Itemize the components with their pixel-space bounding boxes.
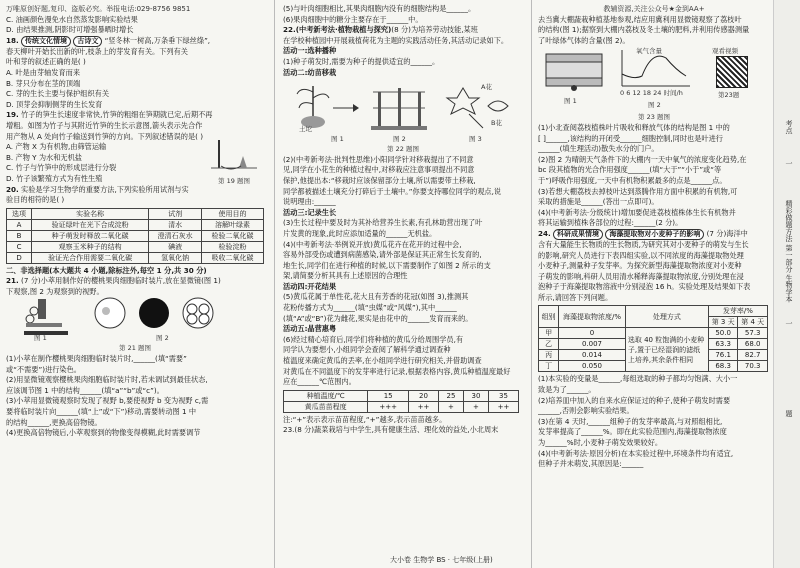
q18-stem: 18. 传统文化情境 古诗文 “竖冬林一树高,万条垂下绿丝绦”, [6,35,211,45]
fig2-ticks: 0 6 12 18 24 时间/h [620,89,683,98]
q21-fig2-caption: 图 2 [156,334,169,343]
q21-figures [6,297,264,343]
q19-stem: 19. 竹子的笋生长速度非常快,竹笋的粗细在笋期就已定,后期不再 [6,110,213,120]
q18-line: 春天柳叶开始长出新的叶,枝条上的芽发育有关。下列有关 [6,46,188,56]
q21-sub: (5)与叶肉细胞相比,其果肉细胞内没有的细胞结构是______。 [283,4,476,13]
q22-sub: 同学认为要想小,小组同学会查阅了解科学通过调查种 [283,345,451,355]
q22-sub: 架,请简要分析其具有上述原因的合理性 [283,271,408,281]
activity-4: 活动四:开花结果 [283,281,337,291]
fig1-label: 图 1 [564,97,577,106]
q22-sub: 片发黄的现象,此时应添加适量的______无机盐。 [283,228,437,238]
q21-stem: 21. (7 分)小萃用制作好的樱桃果肉细胞临时装片,放在显微镜(图 1) [6,276,221,286]
table-cell: 68.3 [708,361,738,372]
q19-option: B. 产物 Y 为水和无机盐 [6,152,82,162]
q24-sub: ______,否则会影响实验结果。 [538,406,634,416]
column-right [538,4,770,470]
q19-option: C. 竹子与竹笋中的形成层进行分裂 [6,163,117,173]
table-cell: 澄清石灰水 [149,230,202,241]
q22-sub: 见,同学在小花生的种植过程中,对移栽应注意事项提出不同意 [283,165,475,175]
q24-line: 所示,请回答下列问题。 [538,292,613,302]
table-row [7,241,264,252]
table-cell: 0.014 [559,350,626,361]
fig-label: 图 1 [331,135,344,144]
q18-option: D. 顶芽会抑制侧芽的生长发育 [6,99,103,109]
q20-line: 验目的相符的是( ) [6,195,65,205]
field-of-view-figure [92,297,242,331]
q24-sub: 为______%时,小麦种子萌发效果较好。 [538,438,663,448]
q21-sub: (1)小萃在制作樱桃果肉细胞临时装片时,______(填“需要” [6,354,187,364]
q22-line: 在学校种植园中开展栽植荷花为主题的实践活动任务,其活动记录如下。 [283,35,509,45]
q21-sub: 的结构______,更换高倍物镜。 [6,417,102,427]
q24-line: 的影响,研究人员进行下表四组实验,以不同浓度的海藻提取物处理 [538,250,744,260]
microscope-figure [16,297,76,337]
table-header: 发芽率/% [708,306,767,317]
q21-sub: 要将临时装片向______(填“上”或“下”)移动,需要转动图 1 中 [6,407,197,417]
table-cell: 76.1 [708,350,738,361]
q22-sub: 应在______℃范围内。 [283,377,356,387]
q23-sub: ______(填生理活动)散失水分的门户。 [538,144,659,154]
table-cell: 选取 40 粒饱满的小麦种子,置于已经湿润的滤纸上培养,其余条件相同 [625,328,708,372]
table-cell: 黄瓜苗苗程度 [284,401,368,412]
activity-3: 活动三:记录生长 [283,207,337,217]
q21-caption: 第 21 题图 [119,344,151,353]
q23-sub: (2)图 2 为晴朗天气条件下的大棚内一天中氧气的浓度变化趋势,在 [538,154,747,164]
leaf-section-figure [544,50,604,94]
table-cell: 68.0 [738,339,768,350]
q22-sub: 容易外部受伤或遭到病菌感染,请外部是保证其正常生长发育的, [283,250,482,260]
table-header: 海藻提取物浓度/% [559,306,626,328]
q22-sub: 花粉传播方式为______(填“虫媒”或“风媒”),其中______ [283,303,457,313]
q24-line: 小麦种子,测量种子发芽率。为探究新型海藻提取物浓度对小麦种 [538,261,742,271]
q23-sub: [ ]______,该结构的开闭受______细胞控制,同时也是叶进行 [538,133,723,143]
q22-sub: (2)(中考新考法·批判性思维)小阳同学针对移栽提出了不同意 [283,154,474,164]
table-cell: + [463,401,488,412]
table-cell: C [7,241,32,252]
q23-figures [538,46,770,112]
table-cell: + [438,401,463,412]
table-header: 15 [368,390,409,401]
table-cell: 观察玉米种子的结构 [32,241,149,252]
q23-sub: bc 段其植物的光合作用强度______(填“大于”“小于”或“等 [538,165,722,175]
q22-sub: (3)生长过程中要及时为其补给营养生长素,有孔林助营出现了叶 [283,218,483,228]
q22-sub: (1)种子萌发时,需要为种子的提供适宜的______。 [283,56,440,66]
qr-caption: 第23题 [718,91,740,100]
table-cell: 丙 [539,350,559,361]
q24-line: 子萌发的影响,科研人员用清水稀释海藻提取物浓度,分别处理在浸 [538,271,744,281]
q21-sub: (4)更换高倍物镜后,小萃观察到的物像变得模糊,此时需要调节 [6,428,201,438]
table-header: 处理方式 [625,306,708,328]
q18-tag: 传统文化情境 [21,36,71,47]
q22-tag: (中考新考法·植物栽植与探究) [295,25,392,35]
fig-label: 图 3 [469,135,482,144]
q22-stem: 22.(中考新考法·植物栽植与探究)(8 分)为培养劳动技能,某班 [283,25,478,35]
table-cell: 检验淀粉 [202,241,264,252]
binding-spine [773,0,800,568]
header-right: 教辅资源,关注公众号★金到AA+ [603,5,705,13]
table-header: 25 [438,390,463,401]
q24-sub: (2)培养皿中加入的自来水应保证过的种子,使种子萌发时需要 [538,395,731,405]
table-header: 第 4 天 [738,317,768,328]
table-cell: 乙 [539,339,559,350]
q19-option: A. 产物 X 为有机物,由筛管运输 [6,142,107,152]
q18-option: A. 叶是由芽轴发育而来 [6,67,81,77]
bamboo-figure [209,136,259,172]
table-cell: 验证光合作用需要二氧化碳 [32,252,149,263]
table-cell: 验证绿叶在光下合成淀粉 [32,219,149,230]
activity-1: 活动一:选种播种 [283,46,337,56]
q22-sub: 说明理由:______ [283,197,336,207]
q22-sub: (4)(中考新考法·举例说开放)黄瓜花卉在花开的过程中会, [283,239,462,249]
q21-sub: (2)用显微镜观察樱桃果肉细胞临时装片时,若未调试到最佳状态, [6,375,208,385]
q22-sub: 地生长,同学们在进行种植的时候,以下需要制作了如图 2 所示的支 [283,260,491,270]
q23-sub: (3)若想大棚荔枝去掉枝叶达到蒸腾作用方面中积累的有机物,可 [538,186,738,196]
q20-stem: 20. 实验是学习生物学的重要方法,下列实验所用试剂与实 [6,184,189,194]
q18-option: C. 芽的生长主要与保护组织有关 [6,89,110,99]
q19-caption: 第 19 题图 [218,176,250,185]
table-cell: 70.3 [738,361,768,372]
q23-line: 了叶绿体气体的含量(图 2)。 [538,35,630,45]
q23-line: 去当冀大棚蔬栽种植基地参观,结应用冀利用显微镜观察了荔枝叶 [538,14,742,24]
table-cell: 57.3 [738,328,768,339]
table-cell: 种子萌发时释放二氧化碳 [32,230,149,241]
fig-label: 土坨 [299,125,312,134]
germination-table [538,305,768,372]
column-middle [283,4,523,436]
table-cell: ++ [488,401,518,412]
table-cell: 63.3 [708,339,738,350]
section2-title: 二、非选择题(本大题共 4 小题,除标注外,每空 1 分,共 30 分) [6,265,207,275]
table-cell: 0.007 [559,339,626,350]
q21-sub: 或“不需要”)进行染色。 [6,364,81,374]
q22-sub: (6)经过精心培育后,同学们将种植的黄瓜分给周围学员,有 [283,334,464,344]
q23-sub: (1)小北查阅荔枝植株叶片吸收和释放气体的结构是图 1 中的 [538,122,730,132]
spine-text: 考点 [785,120,793,134]
table-cell: 0 [559,328,626,339]
q24-sub: 但种子并未萌发,其原因是:______ [538,459,644,469]
q17-option-c: C. 油画颜色漫免水自然蒸发影响实验结果 [6,14,138,24]
table-header: 使用目的 [202,208,264,219]
q19-line: 增粗。如图为竹子与其附近竹笋的生长示意图,箭头表示先合作 [6,120,203,130]
q17-option-d: D. 由结果推测,阴影时可增强暴晒时增长 [6,25,134,35]
spine-text: 一 [785,320,793,327]
q23-sub: 采取的措施是______(答出一点即可)。 [538,197,659,207]
activity-2: 活动二:幼苗移栽 [283,67,337,77]
fig2-axis-label: 氧气含量 [636,47,662,56]
table-cell: ++ [408,401,438,412]
q23-line: 的结构(图 1);据察到大棚内荔枝及冬土壤的肥料,并利用传感器测量 [538,25,750,35]
q23-sub: 将其运输到植株各部位的过程:______(2 分)。 [538,218,683,228]
q22-sub: (填“A”或“B”)花为雌花,果实是由花中的______发育而来的。 [283,313,473,323]
q24-sub: 发芽率提高了______%。即在此实验范围内,海藻提取物浓度 [538,427,727,437]
q23-sub: (4)(中考新考法·分级统计)增加要促进荔枝植株体生长有机物并 [538,207,736,217]
q19-option: D. 竹子该繁殖方式为有性生殖 [6,173,103,183]
table-cell: 丁 [539,361,559,372]
q22-caption: 第 22 题图 [387,145,419,154]
q22-sub: 植温度来确定黄瓜的丢率,在小组同学进行研究相关,并借助调查 [283,356,482,366]
table-cell: 溶解叶绿素 [202,219,264,230]
table-header: 实验名称 [32,208,149,219]
fig2-label: 图 2 [648,101,661,110]
q24-sub: 致是为了______。 [538,385,596,395]
q22-sub: 保护,他提出本:“移栽时应该保留部分土壤,所以需要带土移栽, [283,175,476,185]
table-cell: A [7,219,32,230]
q18-line: 叶和芽的叙述正确的是( ) [6,57,86,67]
spine-text: 题 [785,410,793,417]
q18-tag-poem: 古诗文 [73,36,102,47]
q21-sub: (6)果肉细胞中的糖分主要存在于______中。 [283,14,423,24]
q21-sub: (3)小萃用显微镜观察时发现了视野 b,要使视野 b 变为视野 c,需 [6,396,209,406]
table-header: 种植温度/℃ [284,390,368,401]
q21-sub: 应该调节图 1 中的结构______(填“a”“b”或“c”)。 [6,385,164,395]
q19-line: 用产物从 A 处向竹子输送到竹笋的方向。下列叙述错误的是( ) [6,131,204,141]
table-cell: 50.0 [708,328,738,339]
fig-label: 图 2 [393,135,406,144]
table-header: 组别 [539,306,559,328]
table-header: 20 [408,390,438,401]
column-divider [274,0,275,568]
spine-text: 精彩做题方法 第一部分 生物学本 [785,200,793,303]
table-row [539,328,768,339]
table-cell: 清水 [149,219,202,230]
q22-sub: 同学都被描述土壤充分打碎后于土壤中。”你要支持哪位同学的观点,说 [283,186,502,196]
table-cell: +++ [368,401,409,412]
q24-sub: (3)在第 4 天时,______组种子的发芽率最高,与对照组相比, [538,416,723,426]
fig-label: B花 [491,119,502,128]
table-row [7,230,264,241]
table-cell: 碘液 [149,241,202,252]
q24-tag-topic: 海藻提取物对小麦种子的影响 [605,229,704,240]
header-left: 万唯原创好题,复印、盗版必究。举报电话:029-8756 9851 [6,5,191,13]
q23-sub: 于”)呼吸作用强度,一天中有机物积累最多的点是______点。 [538,175,727,185]
table-row [7,252,264,263]
q22-figures [283,78,523,144]
table-header: 35 [488,390,518,401]
table-cell: 氢氧化钠 [149,252,202,263]
column-divider [531,0,532,568]
q24-sub: (1)本实验的变量是______,每组选取的种子都均匀饱满、大小一 [538,374,738,384]
table-cell: 82.7 [738,350,768,361]
q24-line: 含有大量能生长物质的生长物质,为研究其对小麦种子的萌发与生长 [538,239,749,249]
table-cell: 0.050 [559,361,626,372]
table-cell: B [7,230,32,241]
qr-label: 观看视频 [712,47,738,56]
q18-option: B. 芽只分布在茎的顶端 [6,78,81,88]
table-header: 第 3 天 [708,317,738,328]
q24-tag: 科研成果情境 [553,229,603,240]
q24-sub: (4)(中考新考法·原因分析)在本实验过程中,环境条件均有适宜, [538,448,734,458]
qr-code-icon[interactable] [716,56,748,88]
table-header: 选项 [7,208,32,219]
table-cell: 吸收二氧化碳 [202,252,264,263]
temperature-table [283,390,519,413]
q23-stem: 23.(8 分)蔬菜栽培与中学生,具有健康生活、理化效的益处,小北周末 [283,425,499,435]
q21-line: 下观察,图 2 为观察到的视野。 [6,286,104,296]
table-cell: D [7,252,32,263]
spine-text: 一 [785,160,793,167]
q22-sub: (5)黄瓜花属于单性花,花大且有芳香的花冠(如图 3),推测其 [283,292,469,302]
table-header: 试剂 [149,208,202,219]
q21-fig1-caption: 图 1 [34,334,47,343]
table-header: 30 [463,390,488,401]
activity-5: 活动五:晶营惠粤 [283,324,337,334]
table-row [284,401,519,412]
table-row [7,219,264,230]
table-cell: 检验二氧化碳 [202,230,264,241]
table-cell: 甲 [539,328,559,339]
q24-line: 泡种子于海藻提取物溶液中分别浸泡 16 h。实验处理及结果如下表 [538,282,751,292]
fig-label: A花 [481,83,492,92]
q22-sub: 对黄瓜在不同温度下的发芽率进行记录,根据表格内容,黄瓜种植温度最好 [283,366,511,376]
experiment-table [6,208,264,264]
page-footer: 大小卷 生物学 BS · 七年级(上册) [390,556,493,564]
q23-caption: 第 23 题图 [638,113,670,122]
q24-stem: 24. 科研成果情境 海藻提取物对小麦种子的影响 (7 分)海洋中 [538,228,748,238]
column-left [6,4,264,439]
temp-note: 注:“+”表示表示苗苗程度,“+”越多,表示苗苗越多。 [283,414,447,424]
